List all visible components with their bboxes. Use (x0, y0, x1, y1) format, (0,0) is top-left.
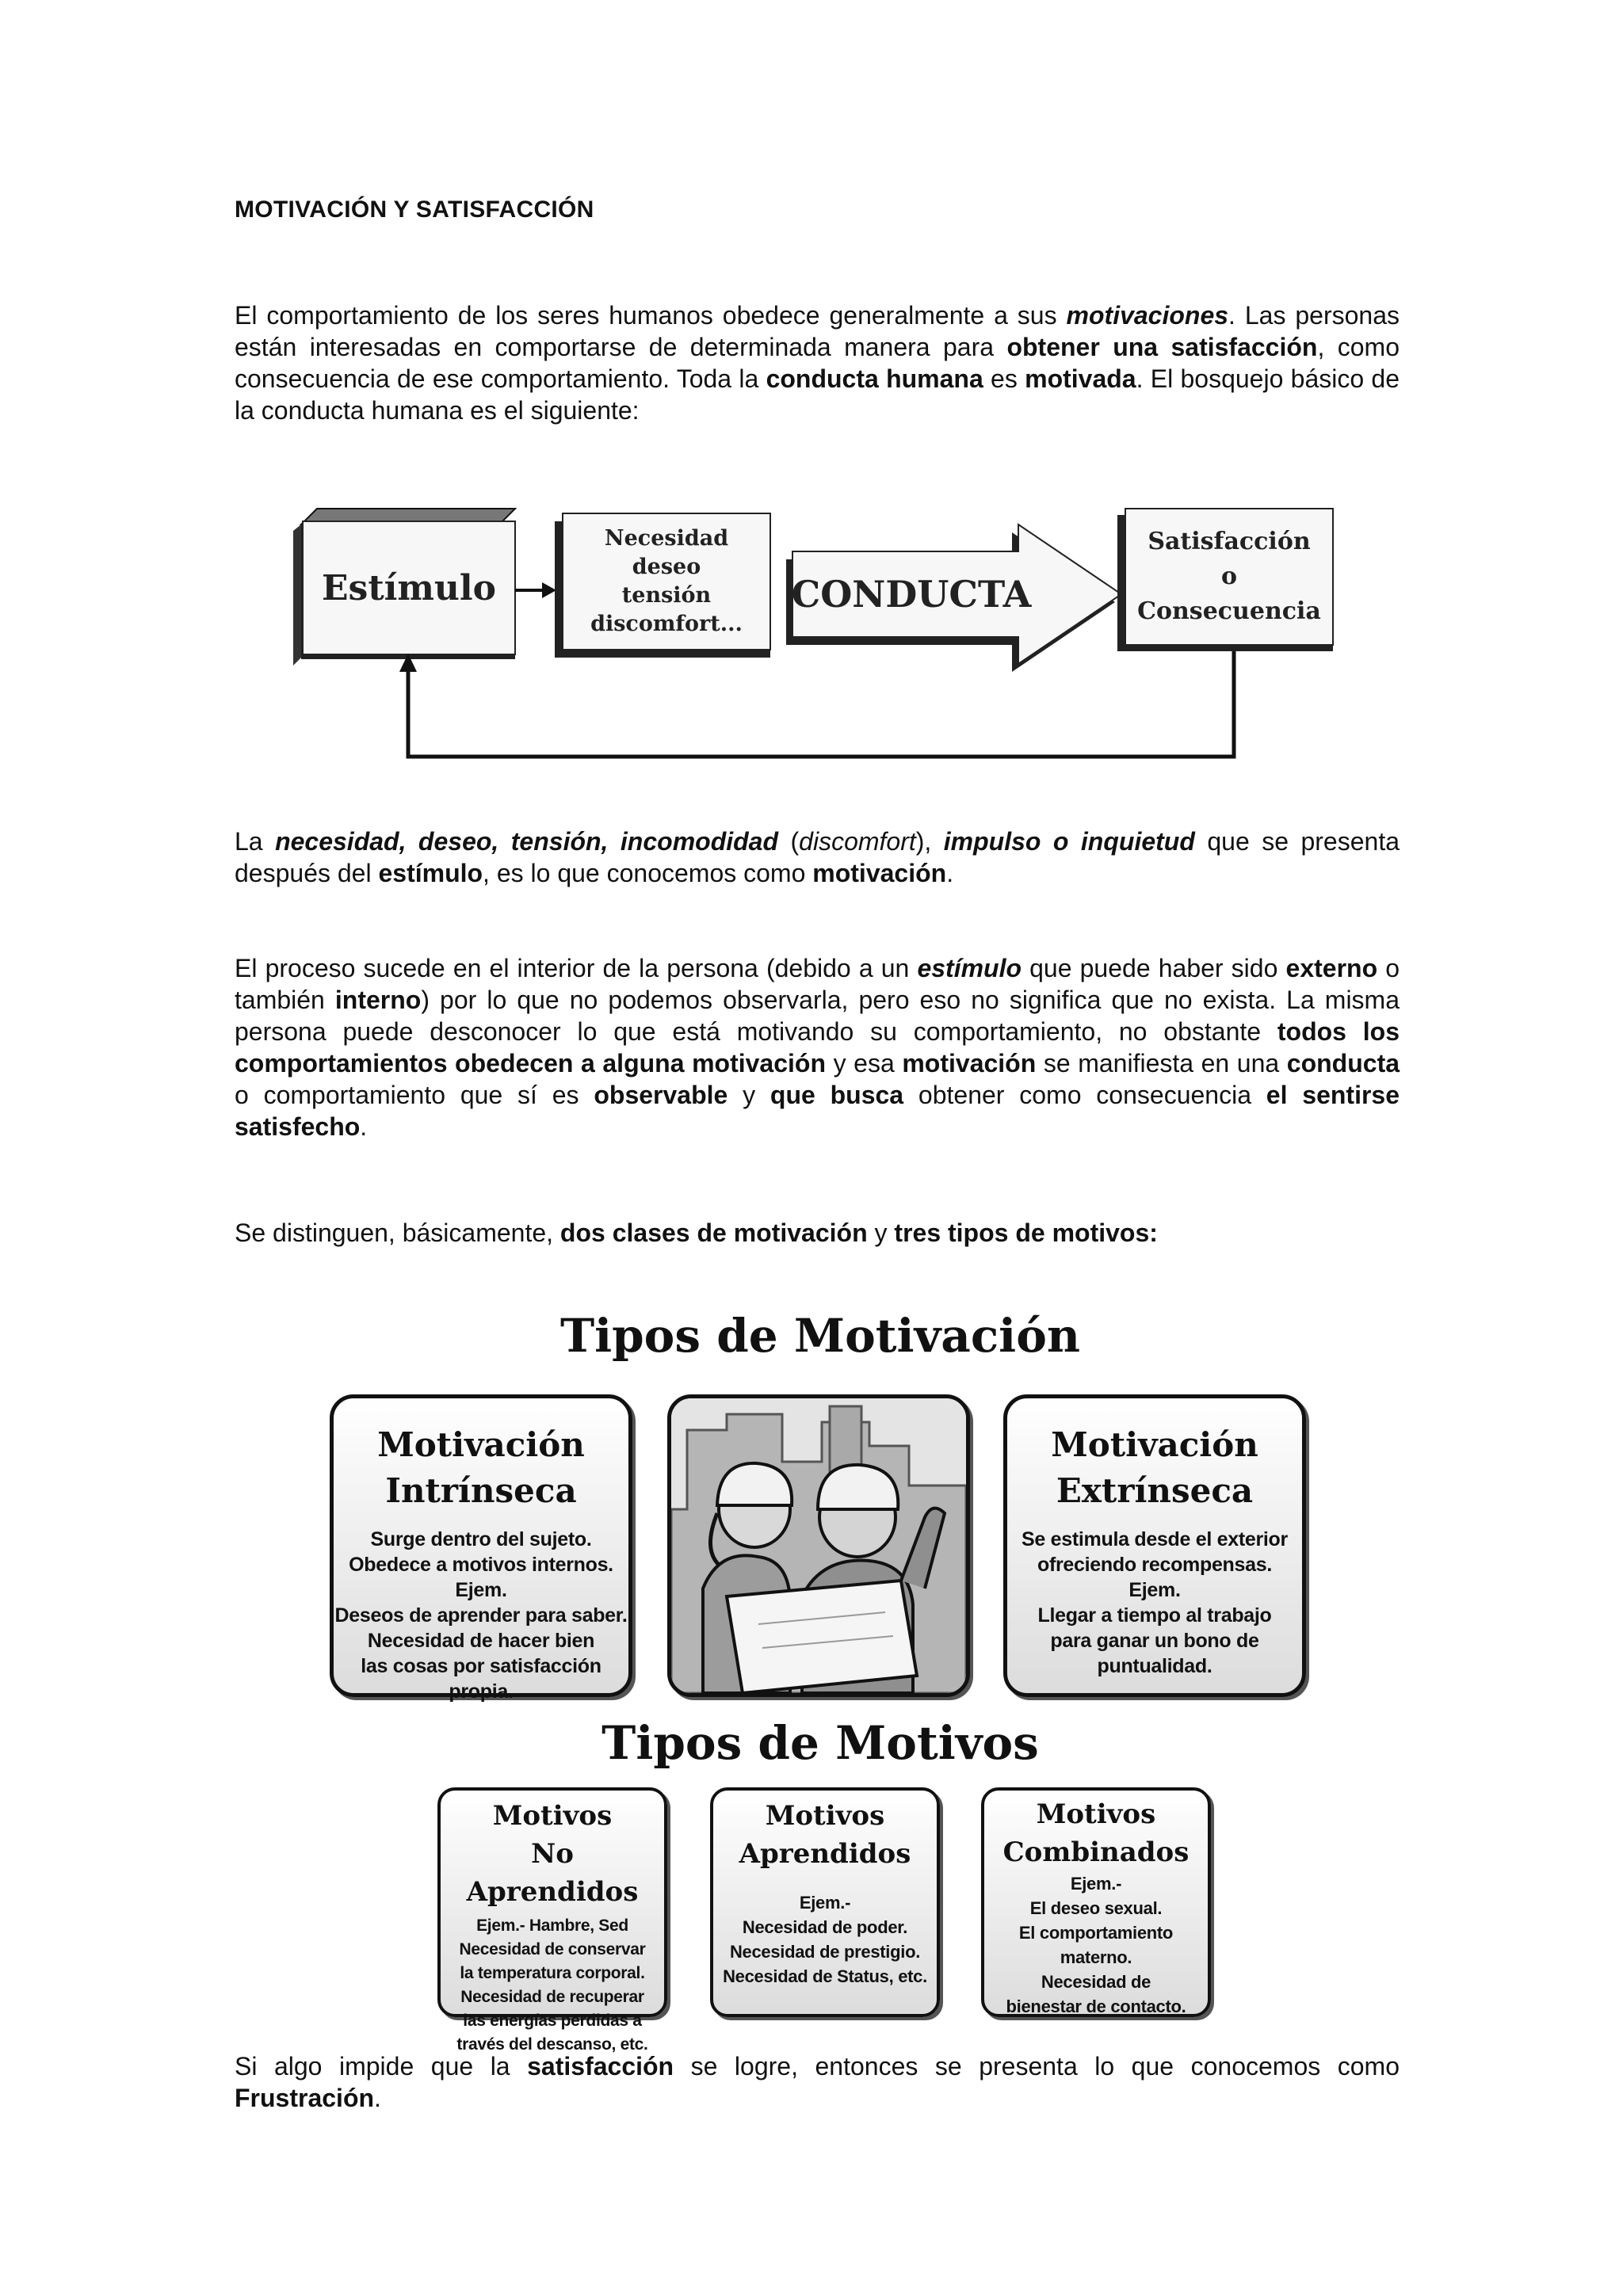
emphasis: conducta humana (766, 364, 983, 393)
learned-motives-card (710, 1787, 940, 2017)
extrinsic-motivation-title: Motivación Extrínseca (1051, 1425, 1258, 1510)
emphasis: externo (1285, 954, 1378, 982)
arrow-head (542, 582, 556, 598)
text: o comportamiento que sí es (235, 1081, 594, 1109)
text: . (360, 1112, 368, 1141)
combined-motives-card (981, 1787, 1211, 2017)
paragraph-frustration (235, 2050, 1400, 2114)
combined-motives-body: Ejem.- El deseo sexual. El comportamiento materno. Necesidad de bienestar de contacto. (1006, 1874, 1186, 2016)
emphasis: motivación (812, 859, 947, 887)
emphasis: tres tipos de motivos: (894, 1219, 1158, 1247)
text: El comportamiento de los seres humanos obedece generalmente a sus (235, 301, 1067, 330)
emphasis: motivación (902, 1049, 1037, 1077)
text: y (727, 1081, 770, 1109)
satisfaction-label: Satisfacción o Consecuencia (1137, 528, 1321, 625)
text: obtener como consecuencia (903, 1081, 1266, 1109)
text: . (946, 859, 954, 887)
page-title: MOTIVACIÓN Y SATISFACCIÓN (235, 196, 594, 223)
motivation-types-heading: Tipos de Motivación (559, 1309, 1081, 1363)
text: . Las personas están interesadas en comportarse de determinada manera para (235, 301, 1400, 361)
emphasis: estímulo (378, 859, 483, 887)
emphasis: impulso o inquietud (943, 827, 1195, 856)
text: y (867, 1219, 895, 1247)
intrinsic-motivation-card (330, 1394, 632, 1703)
behavior-flow-diagram (293, 507, 1347, 776)
combined-motives-title: Motivos Combinados (1002, 1798, 1190, 1868)
paragraph-classes (235, 1217, 1400, 1249)
emphasis: interno (334, 986, 422, 1014)
text: ( (778, 827, 800, 856)
paragraph-motivation-definition (235, 826, 1400, 889)
text: Se distinguen, básicamente, (235, 1219, 560, 1247)
text: La (235, 827, 276, 856)
text: o también (235, 954, 1400, 1014)
workers-illustration (667, 1394, 970, 1697)
emphasis: observable (594, 1081, 728, 1109)
text: Si algo impide que la (235, 2052, 528, 2081)
workers-illustration-image (671, 1398, 966, 1693)
emphasis: obtener una satisfacción (1006, 333, 1318, 361)
emphasis: todos los comportamientos obedecen a alguna motivación (235, 1017, 1400, 1077)
text: . (374, 2084, 381, 2112)
text: , es lo que conocemos como (483, 859, 813, 887)
unlearned-motives-body: Ejem.- Hambre, Sed Necesidad de conservar la temperatura corporal. Necesidad de recuperar las energías perdidas a través del descanso, etc. (456, 1917, 648, 2054)
unlearned-motives-title: Motivos No Aprendidos (466, 1800, 639, 1908)
emphasis: discomfort (799, 827, 916, 856)
feedback-loop-line (408, 651, 1234, 757)
emphasis: que busca (769, 1081, 904, 1109)
text: , como consecuencia de ese comportamiento. Toda la (235, 333, 1400, 393)
extrinsic-motivation-body: Se estimula desde el exterior ofreciendo recompensas. Ejem. Llegar a tiempo al trabajo para ganar un bono de puntualidad. (1022, 1528, 1288, 1677)
learned-motives-title: Motivos Aprendidos (739, 1800, 911, 1870)
motive-types-heading: Tipos de Motivos (601, 1716, 1039, 1770)
emphasis: motivada (1025, 364, 1136, 393)
emphasis: conducta (1286, 1049, 1400, 1077)
emphasis: motivaciones (1066, 301, 1229, 330)
stimulus-box-side (293, 524, 301, 666)
paragraph-intro (235, 299, 1400, 426)
unlearned-motives-card (437, 1787, 667, 2054)
emphasis: Frustración (235, 2084, 375, 2112)
extrinsic-motivation-card (1003, 1394, 1306, 1697)
text: que se presenta después del (235, 827, 1400, 887)
emphasis: satisfacción (527, 2052, 674, 2081)
text: ), (915, 827, 944, 856)
learned-motives-body: Ejem.- Necesidad de poder. Necesidad de prestigio. Necesidad de Status, etc. (723, 1893, 927, 1986)
emphasis: dos clases de motivación (559, 1219, 868, 1247)
text: se logre, entonces se presenta lo que conocemos como (674, 2052, 1400, 2081)
text: ) por lo que no podemos observarla, pero eso no significa que no exista. La misma persona puede desconocer lo que está motivando su comportamiento, no obstante (235, 986, 1400, 1046)
emphasis: estímulo (917, 954, 1022, 982)
emphasis: el sentirse satisfecho (235, 1081, 1400, 1141)
need-label: Necesidad deseo tensión discomfort... (590, 526, 743, 636)
emphasis: necesidad, deseo, tensión, incomodidad (275, 827, 779, 856)
text: . El bosquejo básico de la conducta humana es el siguiente: (235, 364, 1400, 425)
conduct-label: CONDUCTA (791, 573, 1032, 616)
intrinsic-motivation-body: Surge dentro del sujeto. Obedece a motivos internos. Ejem. Deseos de aprender para saber. Necesidad de hacer bien las cosas por satisfacción propia. (334, 1528, 628, 1703)
text: se manifiesta en una (1036, 1049, 1287, 1077)
text: que puede haber sido (1022, 954, 1286, 982)
text: El proceso sucede en el interior de la persona (debido a un (235, 954, 918, 982)
text: es (983, 364, 1025, 393)
stimulus-label: Estímulo (322, 567, 496, 608)
intrinsic-motivation-title: Motivación Intrínseca (377, 1425, 585, 1510)
text: y esa (826, 1049, 903, 1077)
paragraph-process (235, 952, 1400, 1142)
